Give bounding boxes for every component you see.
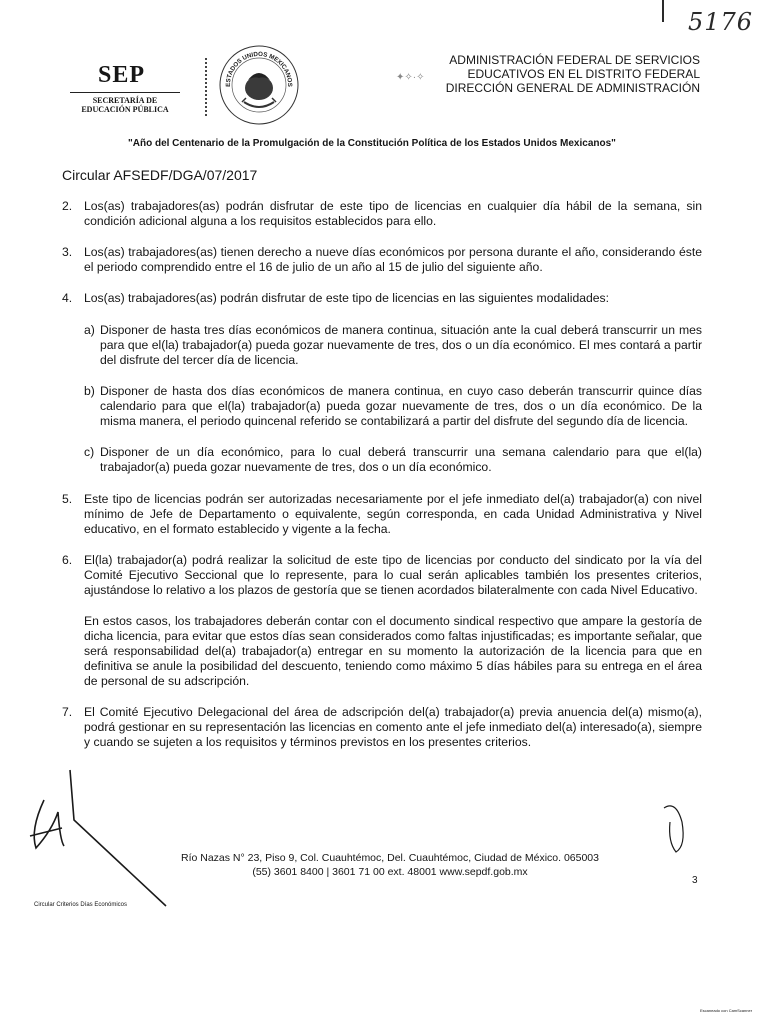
authority-line-1: ADMINISTRACIÓN FEDERAL DE SERVICIOS: [449, 53, 700, 67]
item-text: El Comité Ejecutivo Delegacional del área de adscripción del(a) trabajador(a) previa anuencia del(a) mismo(a), podrá gestionar en su representación las licencias en comento ante el jefe inmediato del(a) interesado(a), siempre y cuando se sujeten a los requisitos y términos previstos en los presentes criterios.: [84, 705, 702, 749]
handwritten-tick-mark: [662, 0, 664, 22]
year-motto: "Año del Centenario de la Promulgación de la Constitución Política de los Estados Unidos Mexicanos": [128, 138, 616, 149]
scanner-watermark: Escaneado con CamScanner: [700, 1008, 753, 1013]
sep-divider: [70, 92, 180, 93]
authority-line-3: DIRECCIÓN GENERAL DE ADMINISTRACIÓN: [445, 81, 700, 95]
sep-subtitle-line-1: SECRETARÍA DE: [92, 96, 158, 105]
seal-text: ESTADOS UNIDOS MEXICANOS: [224, 50, 294, 87]
sub-item-letter: a): [84, 323, 95, 337]
sub-item: [62, 445, 702, 475]
item-number: 6.: [62, 553, 73, 567]
sep-logo: [70, 58, 180, 120]
sub-item-letter: b): [84, 384, 95, 398]
sub-item: [62, 384, 702, 429]
national-seal-icon: [218, 44, 300, 126]
page-number: 3: [692, 875, 698, 886]
footer-address: [170, 851, 610, 879]
item-text: Los(as) trabajadores(as) podrán disfrutar de este tipo de licencias en las siguientes modalidades:: [84, 291, 610, 305]
numbered-item: [62, 199, 702, 229]
scan-smudge: ✦✧·✧: [396, 72, 425, 83]
item-number: 4.: [62, 291, 73, 305]
issuing-authority: [430, 53, 700, 95]
paragraph: En estos casos, los trabajadores deberán contar con el documento sindical respectivo que ampare la gestoría de dicha licencia, para evitar que estos días sean considerados como faltas injustificadas; es importante señalar, que será responsabilidad del(a) trabajador(a) entregar en su momento la autorización de la licencia para que en definitiva se anule la posibilidad del descuento, teniendo como máximo 5 días hábiles para su entrega en el área de personal de su adscripción.: [84, 614, 702, 688]
numbered-item: [62, 492, 702, 537]
logo-separator: [205, 58, 207, 116]
sep-acronym: SEP: [98, 62, 146, 88]
item-number: 5.: [62, 492, 73, 506]
item-number: 7.: [62, 705, 73, 719]
handwritten-document-number: 5176: [688, 8, 754, 36]
numbered-item: [62, 705, 702, 750]
item-text: Los(as) trabajadores(as) tienen derecho a nueve días económicos por persona durante el año, considerando éste el periodo comprendido entre el 16 de julio de un año al 15 de julio del siguiente año.: [84, 245, 702, 274]
item-text: Este tipo de licencias podrán ser autorizadas necesariamente por el jefe inmediato del(a) trabajador(a) con nivel mínimo de Jefe de Departamento o equivalente, según corresponda, en cada Unidad Administrativa y Nivel educativo, en el formato establecido y vigente a la fecha.: [84, 492, 702, 536]
numbered-item: [62, 245, 702, 275]
document-body: [62, 199, 702, 750]
sub-item-letter: c): [84, 445, 95, 459]
numbered-item: [62, 553, 702, 598]
numbered-item: [62, 291, 702, 306]
sub-item: [62, 323, 702, 368]
item-number: 3.: [62, 245, 73, 259]
item-number: 2.: [62, 199, 73, 213]
circular-reference: Circular AFSEDF/DGA/07/2017: [62, 167, 258, 183]
sub-item-text: Disponer de un día económico, para lo cual deberá transcurrir una semana calendario para que el(la) trabajador(a) pueda gozar nuevamente de tres, dos o un día económico.: [100, 445, 702, 474]
sep-subtitle: [70, 96, 180, 114]
authority-line-2: EDUCATIVOS EN EL DISTRITO FEDERAL: [467, 67, 700, 81]
item-text: Los(as) trabajadores(as) podrán disfrutar de este tipo de licencias en cualquier día hábil de la semana, sin condición adicional alguna a los requisitos establecidos para ello.: [84, 199, 702, 228]
sub-item-text: Disponer de hasta tres días económicos de manera continua, situación ante la cual deberá transcurrir un mes para que el(la) trabajador(a) pueda gozar nuevamente de tres, dos o un día económico. El mes contará a partir del disfrute del tercer día de licencia.: [100, 323, 702, 367]
file-name: Circular Criterios Días Económicos: [34, 902, 128, 908]
sub-item-text: Disponer de hasta dos días económicos de manera continua, en cuyo caso deberán transcurrir quince días calendario para que el(la) trabajador(a) pueda gozar nuevamente de tres, dos o un día económico. De la misma manera, el periodo quincenal referido se contabilizará a partir del disfrute del segundo día de licencia.: [100, 384, 702, 428]
item-text: El(la) trabajador(a) podrá realizar la solicitud de este tipo de licencias por conducto del sindicato por la vía del Comité Ejecutivo Seccional que lo represente, para lo cual serán aplicables también los presentes criterios, ajustándose lo relativo a los plazos de gestoría que se tienen acordados bilateralmente con cada Nivel Educativo.: [84, 553, 702, 597]
footer-address-line: Río Nazas N° 23, Piso 9, Col. Cuauhtémoc, Del. Cuauhtémoc, Ciudad de México. 065003: [180, 852, 599, 864]
sep-subtitle-line-2: EDUCACIÓN PÚBLICA: [81, 105, 169, 114]
footer-contact-line: (55) 3601 8400 | 3601 71 00 ext. 48001 www.sepdf.gob.mx: [252, 866, 528, 878]
